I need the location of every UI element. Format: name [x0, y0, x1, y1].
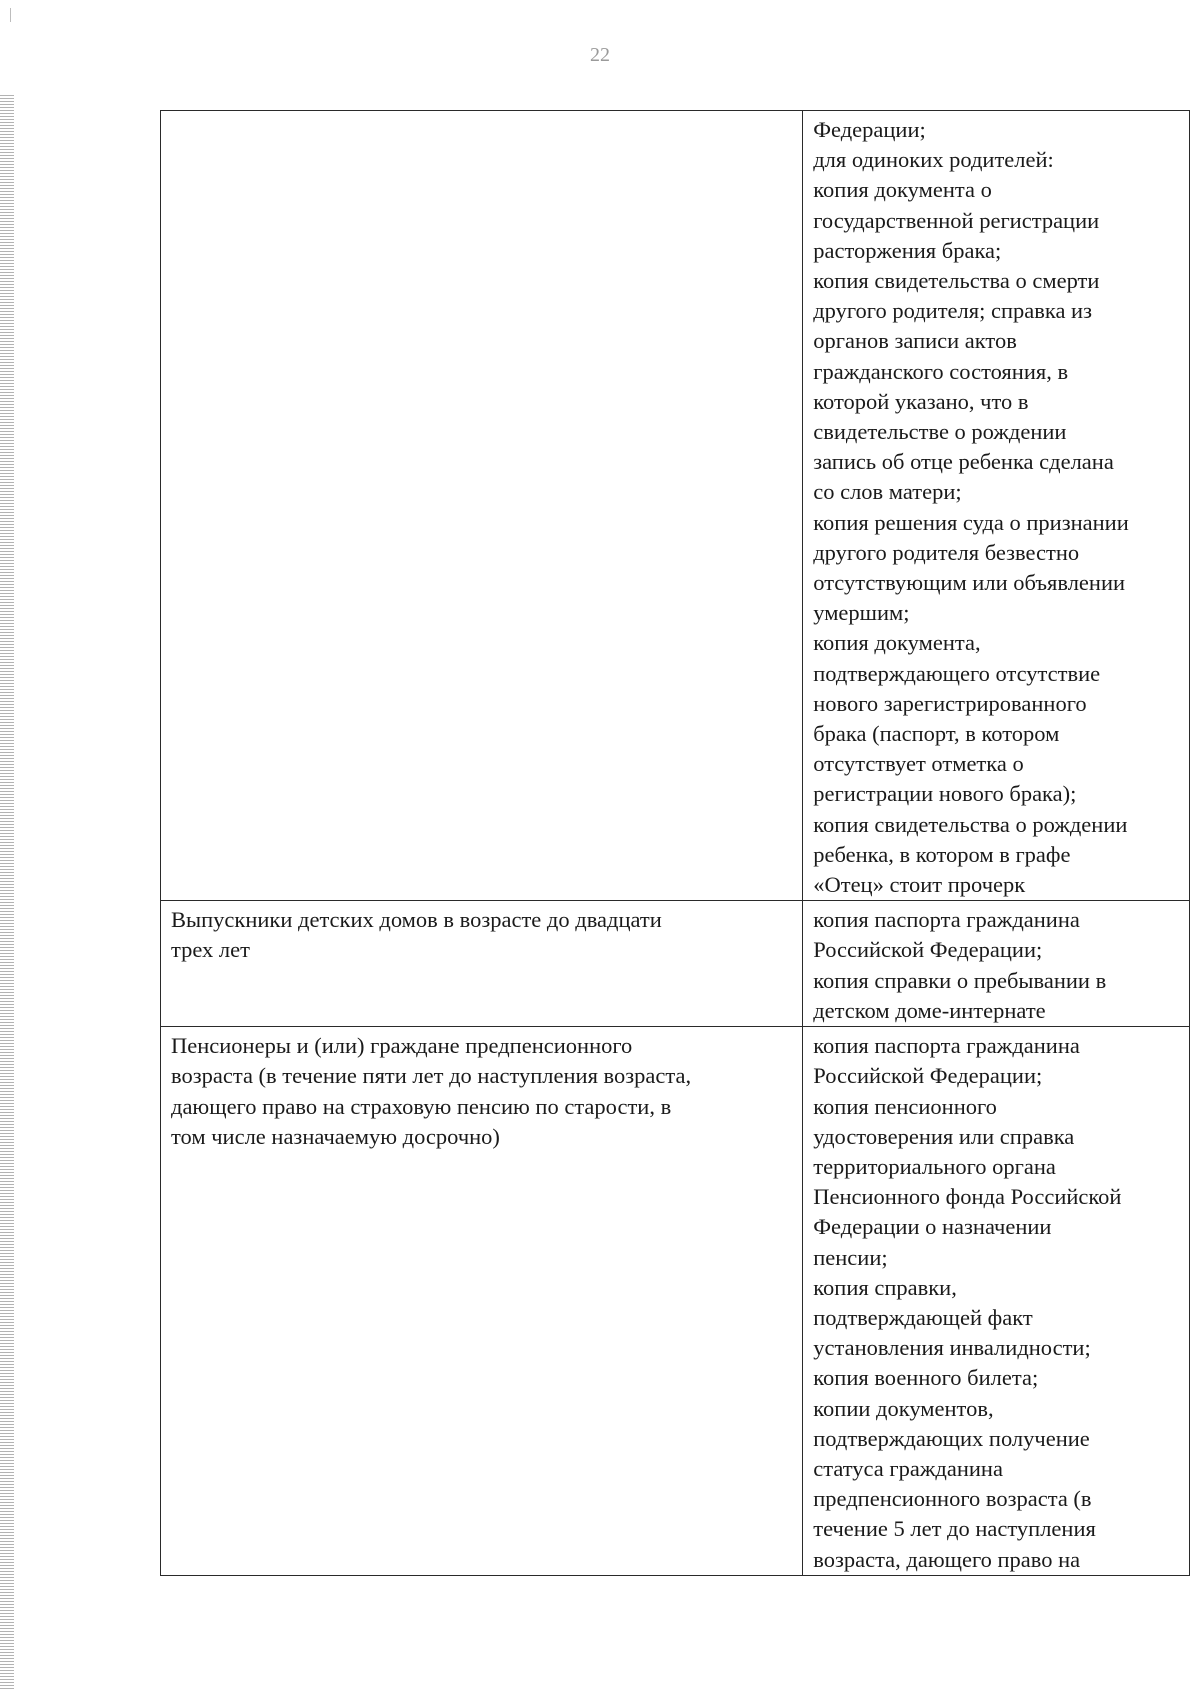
table-row	[161, 901, 1190, 1027]
documents-table	[160, 110, 1190, 1576]
cell-text-line: которой указано, что в	[813, 388, 1029, 414]
cell-text-line: копия пенсионного	[813, 1093, 997, 1119]
cell-text-line: копия документа,	[813, 630, 981, 656]
cell-text-line: том числе назначаемую досрочно)	[171, 1123, 500, 1149]
cell-text-line: государственной регистрации	[813, 207, 1100, 233]
cell-text-line: Выпускники детских домов в возрасте до двадцати	[171, 907, 662, 933]
cell-text-line: возраста (в течение пяти лет до наступления возраста,	[171, 1063, 692, 1089]
cell-text-line: Пенсионного фонда Российской	[813, 1184, 1122, 1210]
cell-text-line: отсутствующим или объявлении	[813, 570, 1126, 596]
cell-text-line: возраста, дающего право на	[813, 1546, 1081, 1572]
category-cell	[161, 901, 803, 1027]
cell-text-line: копия справки,	[813, 1274, 957, 1300]
cell-text-line: копия паспорта гражданина	[813, 907, 1080, 933]
documents-cell	[803, 901, 1190, 1027]
cell-text-line: умершим;	[813, 600, 910, 626]
cell-text-line: копия военного билета;	[813, 1365, 1039, 1391]
cell-text-line: другого родителя; справка из	[813, 298, 1092, 324]
cell-text-line: «Отец» стоит прочерк	[813, 872, 1026, 898]
cell-text-line: пенсии;	[813, 1244, 888, 1270]
cell-text-line: установления инвалидности;	[813, 1335, 1091, 1361]
cell-text-line: статуса гражданина	[813, 1455, 1003, 1481]
cell-text-line: гражданского состояния, в	[813, 358, 1069, 384]
cell-text-line: копия свидетельства о смерти	[813, 268, 1100, 294]
cell-text-line: другого родителя безвестно	[813, 539, 1080, 565]
cell-text-line: Федерации о назначении	[813, 1214, 1052, 1240]
cell-text-line: копия паспорта гражданина	[813, 1033, 1080, 1059]
cell-text-line: со слов матери;	[813, 479, 962, 505]
cell-text-line: копия свидетельства о рождении	[813, 811, 1128, 837]
cell-text-line: свидетельстве о рождении	[813, 419, 1067, 445]
category-cell	[161, 111, 803, 901]
cell-text-line: подтверждающего отсутствие	[813, 660, 1101, 686]
cell-text-line: органов записи актов	[813, 328, 1017, 354]
cell-text-line: детском доме-интернате	[813, 997, 1046, 1023]
cell-text-line: брака (паспорт, в котором	[813, 721, 1060, 747]
cell-text-line: удостоверения или справка	[813, 1123, 1075, 1149]
documents-table-body	[161, 111, 1190, 1576]
table-row	[161, 1027, 1190, 1576]
cell-text-line: копии документов,	[813, 1395, 994, 1421]
cell-text-line: Федерации;	[813, 117, 926, 142]
table-row	[161, 111, 1190, 901]
cell-text-line: предпенсионного возраста (в	[813, 1486, 1092, 1512]
cell-text-line: для одиноких родителей:	[813, 147, 1054, 173]
cell-text-line: подтверждающей факт	[813, 1304, 1033, 1330]
cell-text-line: Пенсионеры и (или) граждане предпенсионного	[171, 1033, 633, 1059]
cell-text-line: расторжения брака;	[813, 237, 1002, 263]
documents-cell	[803, 111, 1190, 901]
scan-binding-edge	[0, 95, 14, 1690]
cell-text-line: регистрации нового брака);	[813, 781, 1077, 807]
cell-text-line: Российской Федерации;	[813, 937, 1043, 963]
cell-text-line: нового зарегистрированного	[813, 690, 1087, 716]
cell-text-line: отсутствует отметка о	[813, 751, 1024, 777]
cell-text-line: течение 5 лет до наступления	[813, 1516, 1096, 1542]
cell-text-line: ребенка, в котором в графе	[813, 841, 1071, 867]
cell-text-line: копия решения суда о признании	[813, 509, 1129, 535]
category-cell	[161, 1027, 803, 1576]
cell-text-line: территориального органа	[813, 1153, 1056, 1179]
cell-text-line: дающего право на страховую пенсию по старости, в	[171, 1093, 672, 1119]
cell-text-line: копия документа о	[813, 177, 992, 203]
cell-text-line: запись об отце ребенка сделана	[813, 449, 1114, 475]
documents-cell	[803, 1027, 1190, 1576]
scan-artifact-top	[10, 8, 11, 22]
cell-text-line: трех лет	[171, 937, 250, 963]
cell-text-line: подтверждающих получение	[813, 1425, 1090, 1451]
cell-text-line: Российской Федерации;	[813, 1063, 1043, 1089]
cell-text-line: копия справки о пребывании в	[813, 967, 1107, 993]
page-number: 22	[590, 44, 610, 66]
